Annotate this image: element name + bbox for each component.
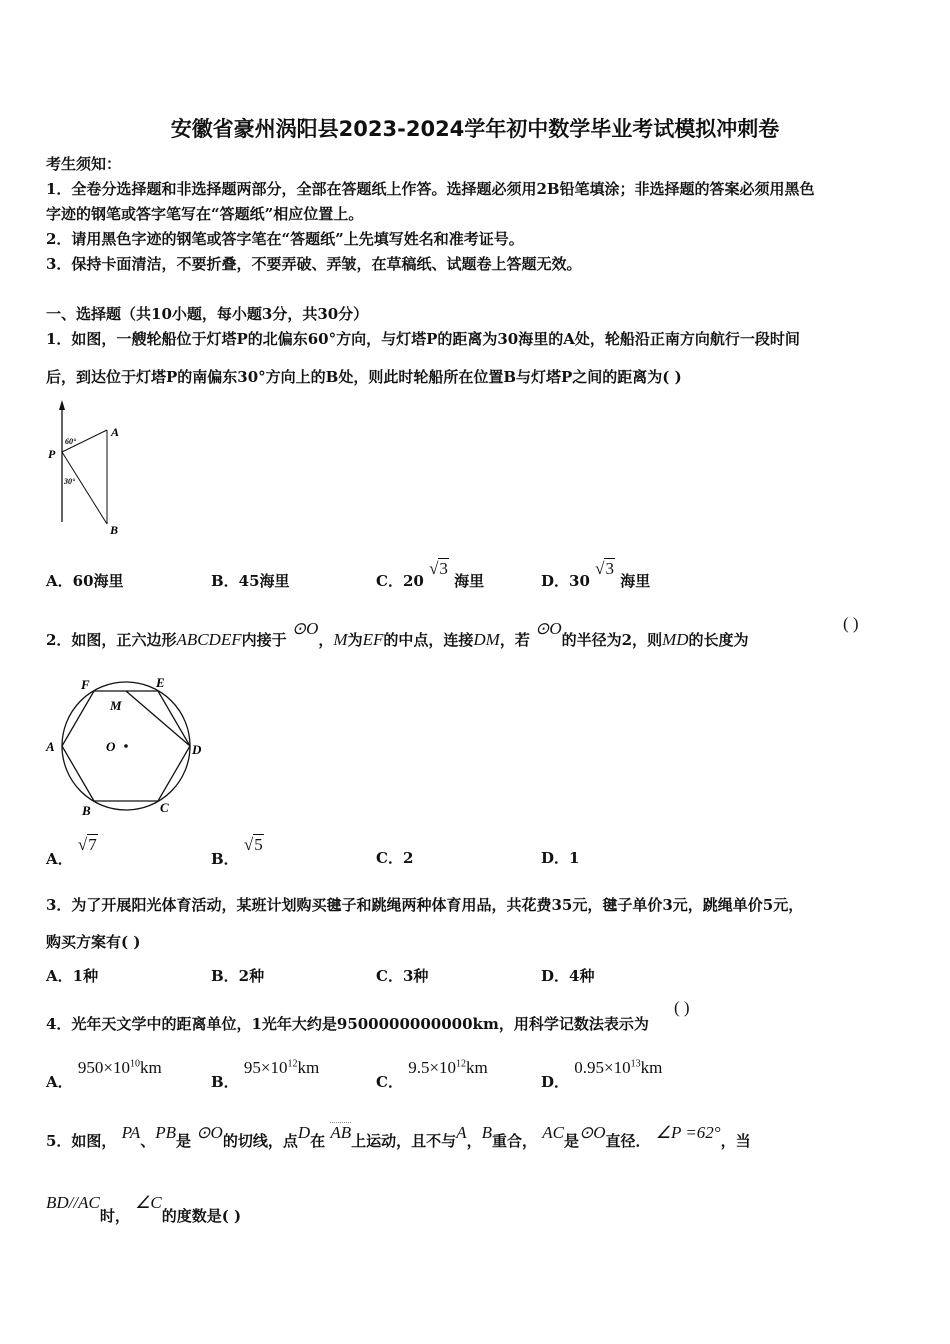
q3-line-2: 购买方案有( ) — [46, 933, 141, 951]
section-heading: 一、选择题（共10小题，每小题3分，共30分） — [46, 305, 369, 323]
q5-line-1: 5．如图， PA、PB是 ⊙O的切线，点D在 AB上运动，且不与A，B重合， AC是⊙O直径． ∠P =62°，当 — [46, 1123, 751, 1150]
q1-label-A: A — [111, 425, 120, 439]
q4-answer-paren: ( ) — [674, 998, 690, 1017]
q2-label-A: A — [46, 739, 55, 754]
q2-label-O: O — [106, 739, 116, 754]
q4-option-c[interactable]: C． $9.5\times 10^{12}km$ — [376, 1058, 488, 1091]
q2-option-b[interactable]: B． √5 — [211, 835, 263, 868]
q3-option-d[interactable]: D．4种 — [541, 967, 595, 985]
q3-line-1: 3．为了开展阳光体育活动，某班计划购买毽子和跳绳两种体育用品，共花费35元，毽子单价3元，跳绳单价5元， — [46, 896, 804, 914]
q3-option-b[interactable]: B．2种 — [211, 967, 265, 985]
notice-item-2: 2．请用黑色字迹的钢笔或答字笔在“答题纸”上先填写姓名和准考证号。 — [46, 230, 524, 248]
circle-o-symbol: ⊙O — [291, 619, 319, 638]
q1-option-a[interactable]: A．60海里 — [46, 572, 124, 590]
notice-heading: 考生须知： — [46, 155, 122, 173]
q1-option-c-sqrt: √3 — [429, 559, 448, 578]
q2-label-M: M — [110, 698, 122, 713]
circle-o-symbol-4: ⊙O — [578, 1123, 606, 1142]
q2-label-B: B — [82, 803, 91, 818]
q2-option-a[interactable]: A． √7 — [46, 835, 97, 868]
circle-o-symbol-2: ⊙O — [535, 619, 562, 638]
notice-item-1: 1．全卷分选择题和非选择题两部分，全部在答题纸上作答。选择题必须用2B铅笔填涂；非选择题的答案必须用黑色 — [46, 180, 815, 198]
q1-option-c[interactable]: C．20 √3 海里 — [376, 559, 485, 590]
notice-item-1-cont: 字迹的钢笔或答字笔写在“答题纸”相应位置上。 — [46, 205, 364, 223]
q4-option-b[interactable]: B． $95\times 10^{12}km$ — [211, 1058, 320, 1091]
q1-angle-60: 60° — [65, 437, 77, 446]
q1-figure — [44, 398, 134, 538]
q1-option-b[interactable]: B．45海里 — [211, 572, 290, 590]
q2-figure — [42, 672, 212, 822]
arc-ab: AB — [330, 1123, 352, 1142]
q2-answer-paren: ( ) — [843, 614, 859, 633]
q2-stem: 2．如图，正六边形ABCDEF内接于 ⊙O，M为EF的中点，连接DM，若 ⊙O的半径为2，则MD的长度为 — [46, 619, 749, 649]
q1-line-2: 后，到达位于灯塔P的南偏东30°方向上的B处，则此时轮船所在位置B与灯塔P之间的距离为( ) — [46, 368, 682, 386]
q4-option-d[interactable]: D． $0.95\times 10^{13}km$ — [541, 1058, 663, 1091]
q1-option-d[interactable]: D．30 √3 海里 — [541, 559, 651, 590]
q1-label-B: B — [110, 523, 119, 537]
q4-line: 4．光年天文学中的距离单位，1光年大约是9500000000000km，用科学记数法表示为 — [46, 1015, 649, 1033]
q1-label-P: P — [48, 447, 56, 461]
q2-option-c[interactable]: C．2 — [376, 849, 414, 867]
q1-option-d-sqrt: √3 — [595, 559, 614, 578]
q2-label-E: E — [156, 675, 165, 690]
notice-item-3: 3．保持卡面清洁，不要折叠，不要弄破、弄皱，在草稿纸、试题卷上答题无效。 — [46, 255, 582, 273]
q2-label-C: C — [160, 800, 169, 815]
q1-angle-30: 30° — [64, 477, 76, 486]
q5-line-2: BD//AC时， ∠C的度数是( ) — [46, 1193, 242, 1225]
q3-option-a[interactable]: A．1种 — [46, 967, 99, 985]
q4-option-a[interactable]: A． $950\times 10^{10}km$ — [46, 1058, 162, 1091]
q3-option-c[interactable]: C．3种 — [376, 967, 429, 985]
page-title: 安徽省豪州涡阳县2023-2024学年初中数学毕业考试模拟冲刺卷 — [170, 117, 780, 141]
q2-option-d[interactable]: D．1 — [541, 849, 580, 867]
q2-label-D: D — [192, 742, 202, 757]
q2-label-F: F — [81, 677, 90, 692]
q1-line-1: 1．如图，一艘轮船位于灯塔P的北偏东60°方向，与灯塔P的距离为30海里的A处，轮船沿正南方向航行一段时间 — [46, 330, 800, 348]
circle-o-symbol-3: ⊙O — [196, 1123, 223, 1142]
